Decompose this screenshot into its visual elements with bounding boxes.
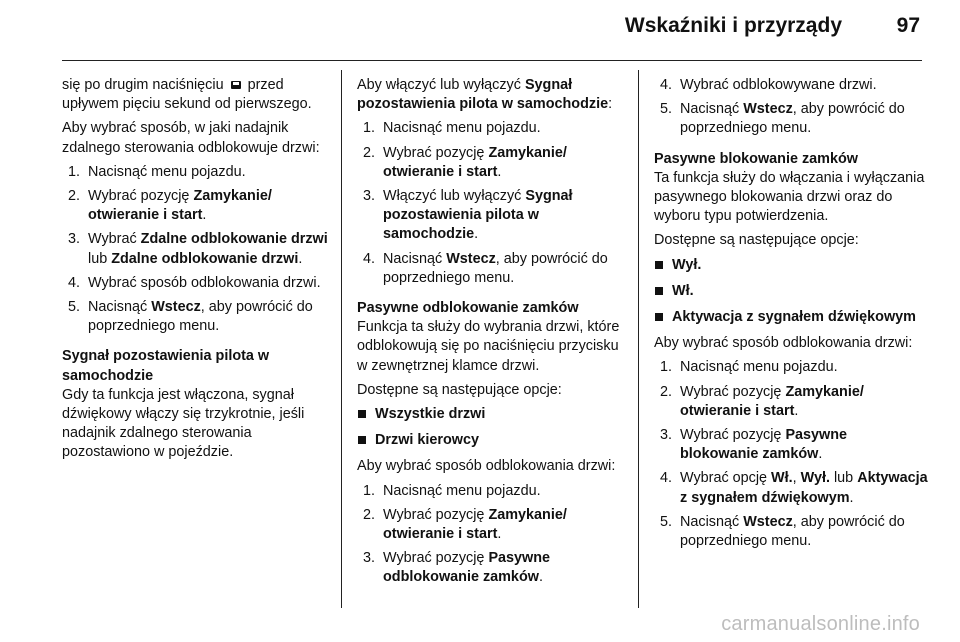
list-item: Wszystkie drzwi bbox=[357, 405, 632, 424]
paragraph: Ta funkcja służy do włączania i wyłączania pasywnego blokowania drzwi oraz do wyboru typu potwierdzenia. bbox=[654, 169, 925, 225]
bullet-square-icon bbox=[655, 287, 663, 295]
paragraph: Aby wybrać sposób odblokowania drzwi: bbox=[654, 335, 913, 352]
paragraph: się po drugim naciśnięciu przed upływem pięciu sekund od pierwszego. bbox=[62, 77, 312, 113]
column-3 bbox=[654, 76, 929, 556]
list-item: 4. Wybrać odblokowywane drzwi. bbox=[660, 77, 877, 93]
column-1 bbox=[62, 76, 332, 468]
column-2 bbox=[357, 76, 632, 593]
paragraph: Funkcja ta służy do wybrania drzwi, które odblokowują się po naciśnięciu przycisku w zewnętrznej klamce drzwi. bbox=[357, 319, 620, 374]
bullet-square-icon bbox=[655, 261, 663, 269]
options-list bbox=[357, 405, 632, 450]
list-item: Wył. bbox=[654, 256, 929, 275]
section-heading: Pasywne odblokowanie zamków bbox=[357, 300, 579, 317]
section-heading: Pasywne blokowanie zamków bbox=[654, 150, 858, 167]
steps-list bbox=[654, 358, 929, 551]
watermark: carmanualsonline.info bbox=[721, 613, 920, 635]
paragraph: Dostępne są następujące opcje: bbox=[654, 232, 859, 249]
paragraph: Aby wybrać sposób odblokowania drzwi: bbox=[357, 458, 616, 475]
page-header-title: Wskaźniki i przyrządy bbox=[624, 14, 842, 37]
list-item: Aktywacja z sygnałem dźwiękowym bbox=[654, 308, 929, 327]
paragraph: Aby wybrać sposób, w jaki nadajnik zdalnego sterowania odblokowuje drzwi: bbox=[62, 120, 320, 156]
bullet-square-icon bbox=[358, 410, 366, 418]
list-item: 2. Wybrać pozycję Zamykanie/ otwieranie i start. bbox=[68, 188, 272, 224]
list-item: 1. Nacisnąć menu pojazdu. bbox=[363, 120, 541, 137]
list-item: 3. Wybrać Zdalne odblokowanie drzwi lub Zdalne odblokowanie drzwi. bbox=[68, 231, 328, 267]
paragraph: Dostępne są następujące opcje: bbox=[357, 381, 562, 398]
list-item: 3. Wybrać pozycję Pasywne blokowanie zamków. bbox=[660, 427, 848, 463]
list-item: 5. Nacisnąć Wstecz, aby powrócić do poprzedniego menu. bbox=[660, 101, 905, 137]
options-list bbox=[654, 256, 929, 328]
paragraph: Aby włączyć lub wyłączyć Sygnał pozostawienia pilota w samochodzie: bbox=[357, 77, 613, 113]
steps-list bbox=[357, 119, 632, 288]
steps-list bbox=[62, 163, 332, 337]
column-divider bbox=[638, 70, 639, 608]
list-item: 1. Nacisnąć menu pojazdu. bbox=[660, 359, 838, 376]
car-lock-icon bbox=[230, 78, 242, 90]
list-item: 2. Wybrać pozycję Zamykanie/ otwieranie i start. bbox=[660, 383, 864, 419]
bullet-square-icon bbox=[655, 313, 663, 321]
list-item: 4. Wybrać sposób odblokowania drzwi. bbox=[68, 274, 321, 291]
list-item: Wł. bbox=[654, 282, 929, 301]
list-item: 1. Nacisnąć menu pojazdu. bbox=[68, 163, 246, 180]
list-item: 2. Wybrać pozycję Zamykanie/ otwieranie i start. bbox=[363, 506, 567, 543]
list-item: 3. Włączyć lub wyłączyć Sygnał pozostawienia pilota w samochodzie. bbox=[363, 188, 573, 243]
list-item: 2. Wybrać pozycję Zamykanie/ otwieranie i start. bbox=[363, 144, 567, 180]
list-item: 4. Wybrać opcję Wł., Wył. lub Aktywacja z sygnałem dźwiękowym. bbox=[660, 470, 928, 506]
steps-list bbox=[654, 76, 929, 139]
paragraph: Gdy ta funkcja jest włączona, sygnał dźwiękowy włączy się trzykrotnie, jeśli nadajnik zdalnego sterowania pozostawiono w pojeździe. bbox=[62, 386, 305, 461]
list-item: 1. Nacisnąć menu pojazdu. bbox=[363, 482, 541, 499]
list-item: 4. Nacisnąć Wstecz, aby powrócić do poprzedniego menu. bbox=[363, 250, 608, 286]
list-item: 3. Wybrać pozycję Pasywne odblokowanie zamków. bbox=[363, 550, 551, 586]
bullet-square-icon bbox=[358, 436, 366, 444]
steps-list bbox=[357, 482, 632, 588]
list-item: 5. Nacisnąć Wstecz, aby powrócić do poprzedniego menu. bbox=[660, 513, 905, 550]
section-heading: Sygnał pozostawienia pilota w samochodzie bbox=[62, 348, 270, 384]
column-divider bbox=[341, 70, 342, 608]
header-rule bbox=[62, 60, 922, 61]
page-number: 97 bbox=[896, 14, 920, 37]
list-item: Drzwi kierowcy bbox=[357, 431, 632, 450]
list-item: 5. Nacisnąć Wstecz, aby powrócić do poprzedniego menu. bbox=[68, 299, 313, 335]
